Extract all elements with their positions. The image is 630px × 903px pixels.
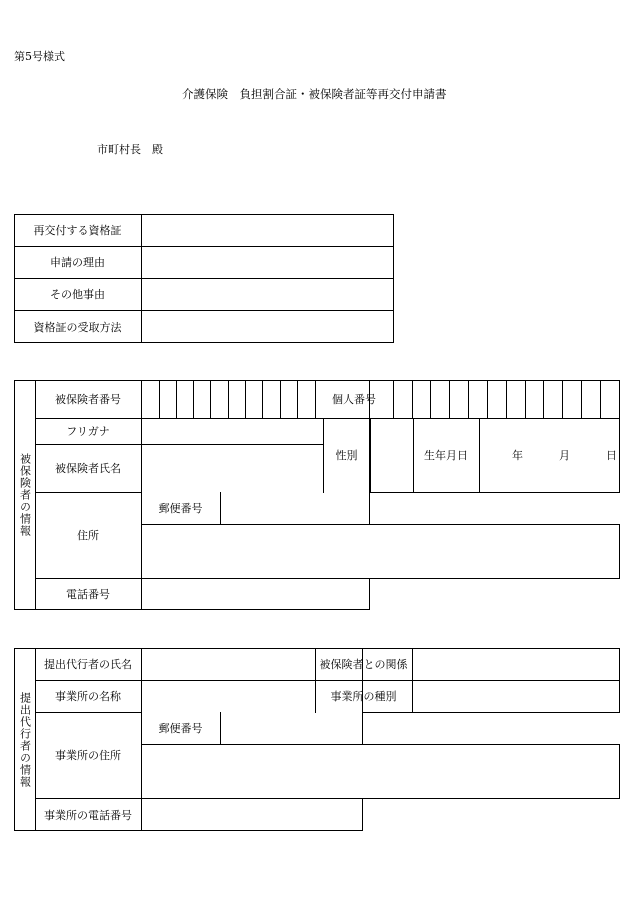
office-name-field[interactable] [142,681,314,712]
office-address-field[interactable] [142,745,618,798]
office-name-label: 事業所の名称 [55,690,121,703]
agent-postal-code-label: 郵便番号 [158,722,203,735]
other-reason-label: その他事由 [50,288,105,301]
reissue-certificate-field[interactable] [142,215,393,246]
office-phone-field[interactable] [142,799,362,830]
address-field[interactable] [142,525,618,578]
insured-number-label: 被保険者番号 [55,393,121,406]
insured-name-field[interactable] [142,445,322,492]
sex-label: 性別 [335,449,358,462]
addressee: 市町村長 殿 [97,143,163,156]
birth-year-unit: 年 [512,449,523,462]
agent-name-label: 提出代行者の氏名 [44,658,132,671]
page-title: 介護保険 負担割合証・被保険者証等再交付申請書 [182,87,447,101]
postal-code-field[interactable] [221,493,369,524]
receipt-method-label: 資格証の受取方法 [33,320,122,334]
insured-number-field[interactable] [142,381,314,417]
address-label: 住所 [77,529,99,542]
other-reason-field[interactable] [142,279,393,310]
furigana-label: フリガナ [66,425,110,438]
office-type-label: 事業所の種別 [330,690,397,703]
agent-name-field[interactable] [142,649,314,680]
furigana-field[interactable] [142,419,322,444]
reissue-certificate-label: 再交付する資格証 [33,224,122,237]
sex-field[interactable] [371,419,412,492]
birth-month-unit: 月 [559,449,570,462]
postal-code-label: 郵便番号 [158,502,203,515]
insured-name-label: 被保険者氏名 [55,462,121,475]
receipt-method-field[interactable] [142,311,393,342]
office-phone-label: 事業所の電話番号 [44,808,132,822]
relation-label: 被保険者との関係 [319,658,408,671]
birth-date-label: 生年月日 [424,449,468,462]
office-type-field[interactable] [413,681,618,712]
reason-field[interactable] [142,247,393,278]
agent-side-label: 提出代行者の情報 [18,691,32,788]
office-address-label: 事業所の住所 [55,749,121,762]
form-number: 第5号様式 [14,50,65,63]
relation-field[interactable] [413,649,618,680]
personal-number-label: 個人番号 [332,393,376,406]
reason-label: 申請の理由 [50,256,105,269]
birth-day-unit: 日 [606,449,617,462]
personal-number-field[interactable] [394,381,618,417]
phone-field[interactable] [142,579,369,609]
insured-side-label: 被保険者の情報 [18,453,32,537]
phone-label: 電話番号 [66,588,110,601]
agent-postal-code-field[interactable] [221,713,362,744]
